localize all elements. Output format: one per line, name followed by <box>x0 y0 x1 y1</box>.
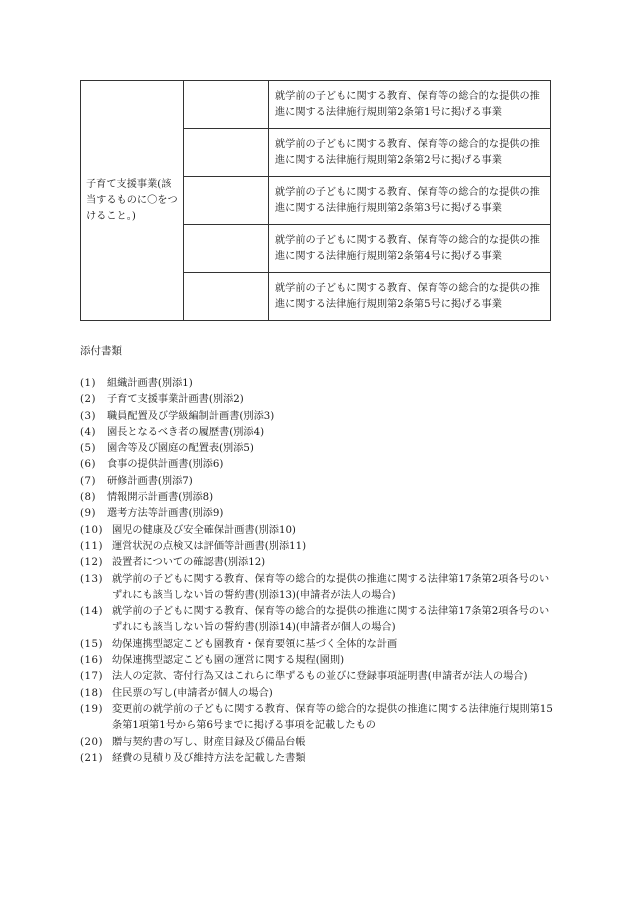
item-text: 子育て支援事業計画書(別添2) <box>107 394 244 406</box>
list-item <box>80 669 554 685</box>
item-number: (10) <box>80 524 103 536</box>
item-text: 就学前の子どもに関する教育、保育等の総合的な提供の推進に関する法律第17条第2項各号のいずれにも該当しない旨の誓約書(別添14)(申請者が個人の場合) <box>112 606 550 634</box>
list-item <box>80 637 554 653</box>
item-number: (5) <box>80 443 96 455</box>
item-text: 選考方法等計画書(別添9) <box>107 508 224 520</box>
item-text: 就学前の子どもに関する教育、保育等の総合的な提供の推進に関する法律第17条第2項各号のいずれにも該当しない旨の誓約書(別添13)(申請者が法人の場合) <box>112 573 550 601</box>
item-text: 幼保連携型認定こども園教育・保育要領に基づく全体的な計画 <box>112 638 398 650</box>
list-item <box>80 686 554 702</box>
list-item <box>80 457 554 473</box>
list-item <box>80 474 554 490</box>
item-text: 組織計画書(別添1) <box>107 378 193 389</box>
item-number: (14) <box>80 606 103 618</box>
item-number: (3) <box>80 410 96 422</box>
list-item <box>80 702 554 735</box>
item-text: 運営状況の点検又は評価等計画書(別添11) <box>112 540 307 552</box>
item-text: 情報開示計画書(別添8) <box>107 492 214 504</box>
item-text: 変更前の就学前の子どもに関する教育、保育等の総合的な提供の推進に関する法律施行規則第15条第1項第1号から第6号までに掲げる事項を記載したもの <box>112 703 553 732</box>
item-number: (2) <box>80 394 96 406</box>
item-text: 住民票の写し(申請者が個人の場合) <box>112 687 273 699</box>
item-number: (9) <box>80 508 96 520</box>
list-item <box>80 376 554 392</box>
item-number: (16) <box>80 655 103 667</box>
item-text: 園児の健康及び安全確保計画書(別添10) <box>112 524 296 536</box>
item-text: 贈与契約書の写し、財産目録及び備品台帳 <box>112 736 306 748</box>
category-label-cell <box>81 81 184 321</box>
childcare-support-table <box>80 80 551 321</box>
list-item <box>80 751 554 767</box>
check-mark-cell-3[interactable] <box>184 177 269 225</box>
description-cell-2: 就学前の子どもに関する教育、保育等の総合的な提供の推進に関する法律施行規則第2条第2号に掲げる事業 <box>269 129 551 177</box>
description-cell-4: 就学前の子どもに関する教育、保育等の総合的な提供の推進に関する法律施行規則第2条第4号に掲げる事業 <box>269 225 551 273</box>
list-item <box>80 653 554 669</box>
item-number: (6) <box>80 459 96 471</box>
item-text: 園長となるべき者の履歴書(別添4) <box>107 426 265 438</box>
item-text: 研修計画書(別添7) <box>107 475 193 487</box>
list-item <box>80 490 554 506</box>
list-item <box>80 392 554 408</box>
description-cell-5: 就学前の子どもに関する教育、保育等の総合的な提供の推進に関する法律施行規則第2条第5号に掲げる事業 <box>269 273 551 321</box>
item-text: 設置者についての確認書(別添12) <box>112 557 266 569</box>
description-cell-3: 就学前の子どもに関する教育、保育等の総合的な提供の推進に関する法律施行規則第2条第3号に掲げる事業 <box>269 177 551 225</box>
item-text: 幼保連携型認定こども園の運営に関する規程(園則) <box>112 655 345 667</box>
check-mark-cell-4[interactable] <box>184 225 269 273</box>
item-text: 法人の定款、寄付行為又はこれらに準ずるもの並びに登録事項証明書(申請者が法人の場合) <box>112 671 528 683</box>
attachments-list <box>80 376 554 767</box>
item-number: (1) <box>80 378 96 389</box>
item-number: (13) <box>80 573 103 585</box>
attachments-heading: 添付書類 <box>80 345 122 357</box>
item-number: (12) <box>80 557 103 569</box>
table-row <box>81 81 551 129</box>
list-item <box>80 555 554 571</box>
list-item <box>80 425 554 441</box>
item-number: (17) <box>80 671 103 683</box>
item-number: (18) <box>80 687 103 699</box>
list-item <box>80 506 554 522</box>
description-cell-1: 就学前の子どもに関する教育、保育等の総合的な提供の推進に関する法律施行規則第2条第1号に掲げる事業 <box>269 81 551 129</box>
item-text: 職員配置及び学級編制計画書(別添3) <box>107 410 275 422</box>
list-item <box>80 604 554 637</box>
item-number: (20) <box>80 736 103 748</box>
item-number: (11) <box>80 540 103 552</box>
list-item <box>80 539 554 555</box>
item-text: 経費の見積り及び維持方法を記載した書類 <box>112 752 306 764</box>
item-number: (19) <box>80 703 103 715</box>
item-number: (15) <box>80 638 103 650</box>
check-mark-cell-5[interactable] <box>184 273 269 321</box>
list-item <box>80 523 554 539</box>
check-mark-cell-2[interactable] <box>184 129 269 177</box>
item-number: (21) <box>80 752 103 764</box>
item-number: (4) <box>80 426 96 438</box>
list-item <box>80 735 554 751</box>
item-number: (7) <box>80 475 96 487</box>
list-item <box>80 409 554 425</box>
item-text: 園舎等及び園庭の配置表(別添5) <box>107 443 254 455</box>
item-text: 食事の提供計画書(別添6) <box>107 459 224 471</box>
list-item <box>80 441 554 457</box>
item-number: (8) <box>80 492 96 504</box>
list-item <box>80 572 554 605</box>
category-label: 子育て支援事業(該当するものに〇をつけること。) <box>86 178 178 222</box>
check-mark-cell-1[interactable] <box>184 81 269 129</box>
